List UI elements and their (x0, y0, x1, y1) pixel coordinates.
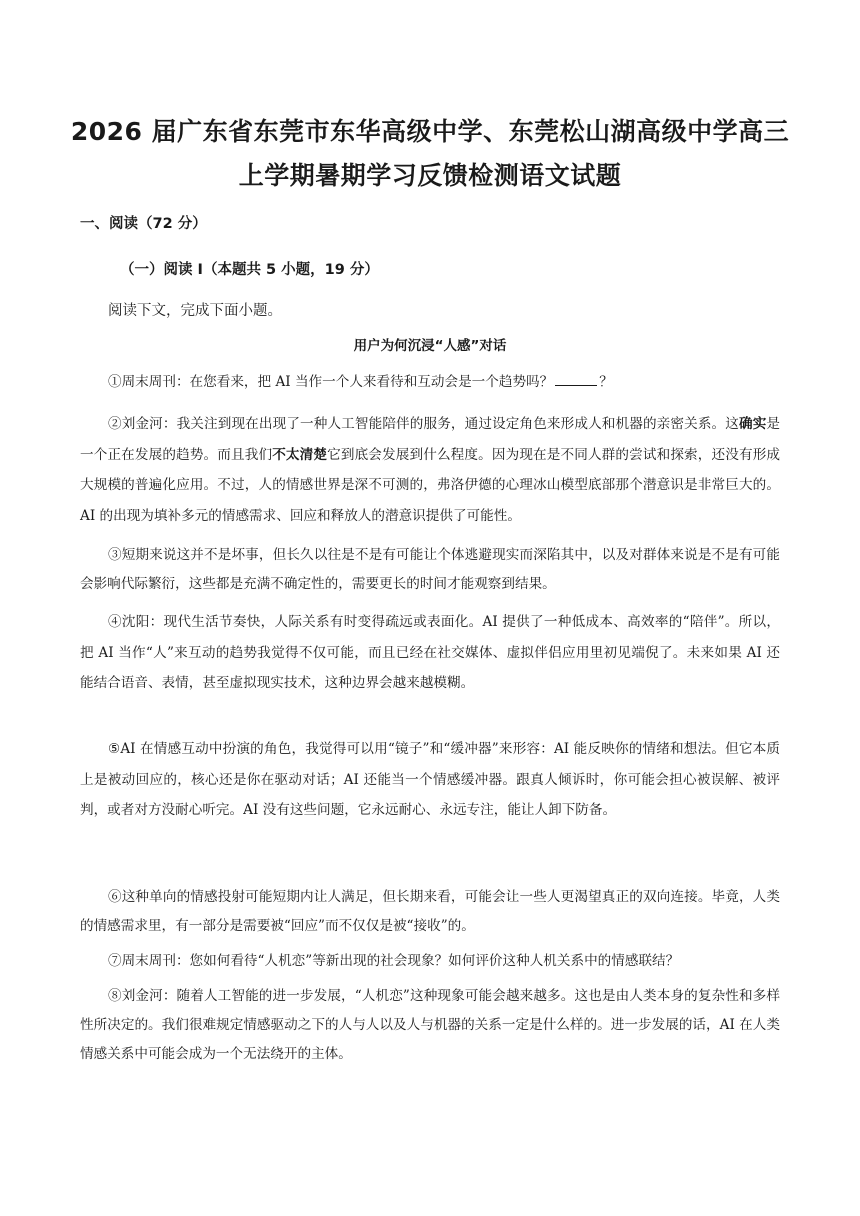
paragraph-1-text: ①周末周刊：在您看来，把 AI 当作一个人来看待和互动会是一个趋势吗？ (108, 374, 554, 390)
paragraph-7: ⑦周末周刊：您如何看待“人机恋”等新出现的社会现象？如何评价这种人机关系中的情感联结？ (108, 953, 680, 969)
exam-title-line-1: 2026 届广东省东莞市东华高级中学、东莞松山湖高级中学高三 (70, 117, 790, 146)
exam-title-line-2: 上学期暑期学习反馈检测语文试题 (238, 161, 622, 190)
subsection-heading: （一）阅读 I（本题共 5 小题，19 分） (120, 262, 379, 278)
paragraph-2-bold-1: 确实 (738, 416, 767, 432)
paragraph-1 (80, 367, 780, 398)
paragraph-5: ⑤AI 在情感互动中扮演的角色，我觉得可以用“镜子”和“缓冲器”来形容：AI 能反映你的情绪和想法。但它本质上是被动回应的，核心还是你在驱动对话；AI 还能当一个情感缓冲器。跟真人倾诉时，你可能会担心被误解、被评判，或者对方没耐心听完。AI 没有这些问题，它永远耐心、永远专注，能让人卸下防备。 (80, 741, 780, 818)
paragraph-1-tail: ？ (599, 374, 613, 390)
paragraph-2-part-c: 是一个正在发展的趋势。而且我们 (80, 416, 781, 463)
article-title: 用户为何沉浸“人感”对话 (353, 338, 507, 354)
paragraph-8: ⑧刘金河：随着人工智能的进一步发展，“人机恋”这种现象可能会越来越多。这也是由人类本身的复杂性和多样性所决定的。我们很难规定情感驱动之下的人与人以及人与机器的关系一定是什么样的。进一步发展的话，AI 在人类情感关系中可能会成为一个无法绕开的主体。 (80, 988, 780, 1062)
section-heading: 一、阅读（72 分） (80, 216, 207, 232)
paragraph-2-part-e: 它到底会发展到什么程度。因为现在是不同人群的尝试和探索，还没有形成大规模的普遍化应用。不过，人的情感世界是深不可测的，弗洛伊德的心理冰山模型底部那个潜意识是非常巨大的。AI 的出现为填补多元的情感需求、回应和释放人的潜意识提供了可能性。 (80, 446, 781, 524)
paragraph-3: ③短期来说这并不是坏事，但长久以往是不是有可能让个体逃避现实而深陷其中，以及对群体来说是不是有可能会影响代际繁衍，这些都是充满不确定性的，需要更长的时间才能观察到结果。 (80, 547, 780, 592)
paragraph-4: ④沈阳：现代生活节奏快，人际关系有时变得疏远或表面化。AI 提供了一种低成本、高效率的“陪伴”。所以，把 AI 当作“人”来互动的趋势我觉得不仅可能，而且已经在社交媒体、虚拟伴侣应用里初见端倪了。未来如果 AI 还能结合语音、表情，甚至虚拟现实技术，这种边界会越来越模糊。 (80, 614, 780, 691)
paragraph-2 (80, 409, 780, 531)
answer-blank[interactable] (555, 371, 597, 386)
paragraph-2-bold-2: 不太清楚 (272, 446, 328, 463)
reading-instruction: 阅读下文，完成下面小题。 (108, 303, 282, 319)
paragraph-2-part-a: ②刘金河：我关注到现在出现了一种人工智能陪伴的服务，通过设定角色来形成人和机器的亲密关系。这 (108, 416, 739, 432)
paragraph-6: ⑥这种单向的情感投射可能短期内让人满足，但长期来看，可能会让一些人更渴望真正的双向连接。毕竟，人类的情感需求里，有一部分是需要被“回应”而不仅仅是被“接收”的。 (80, 889, 780, 934)
